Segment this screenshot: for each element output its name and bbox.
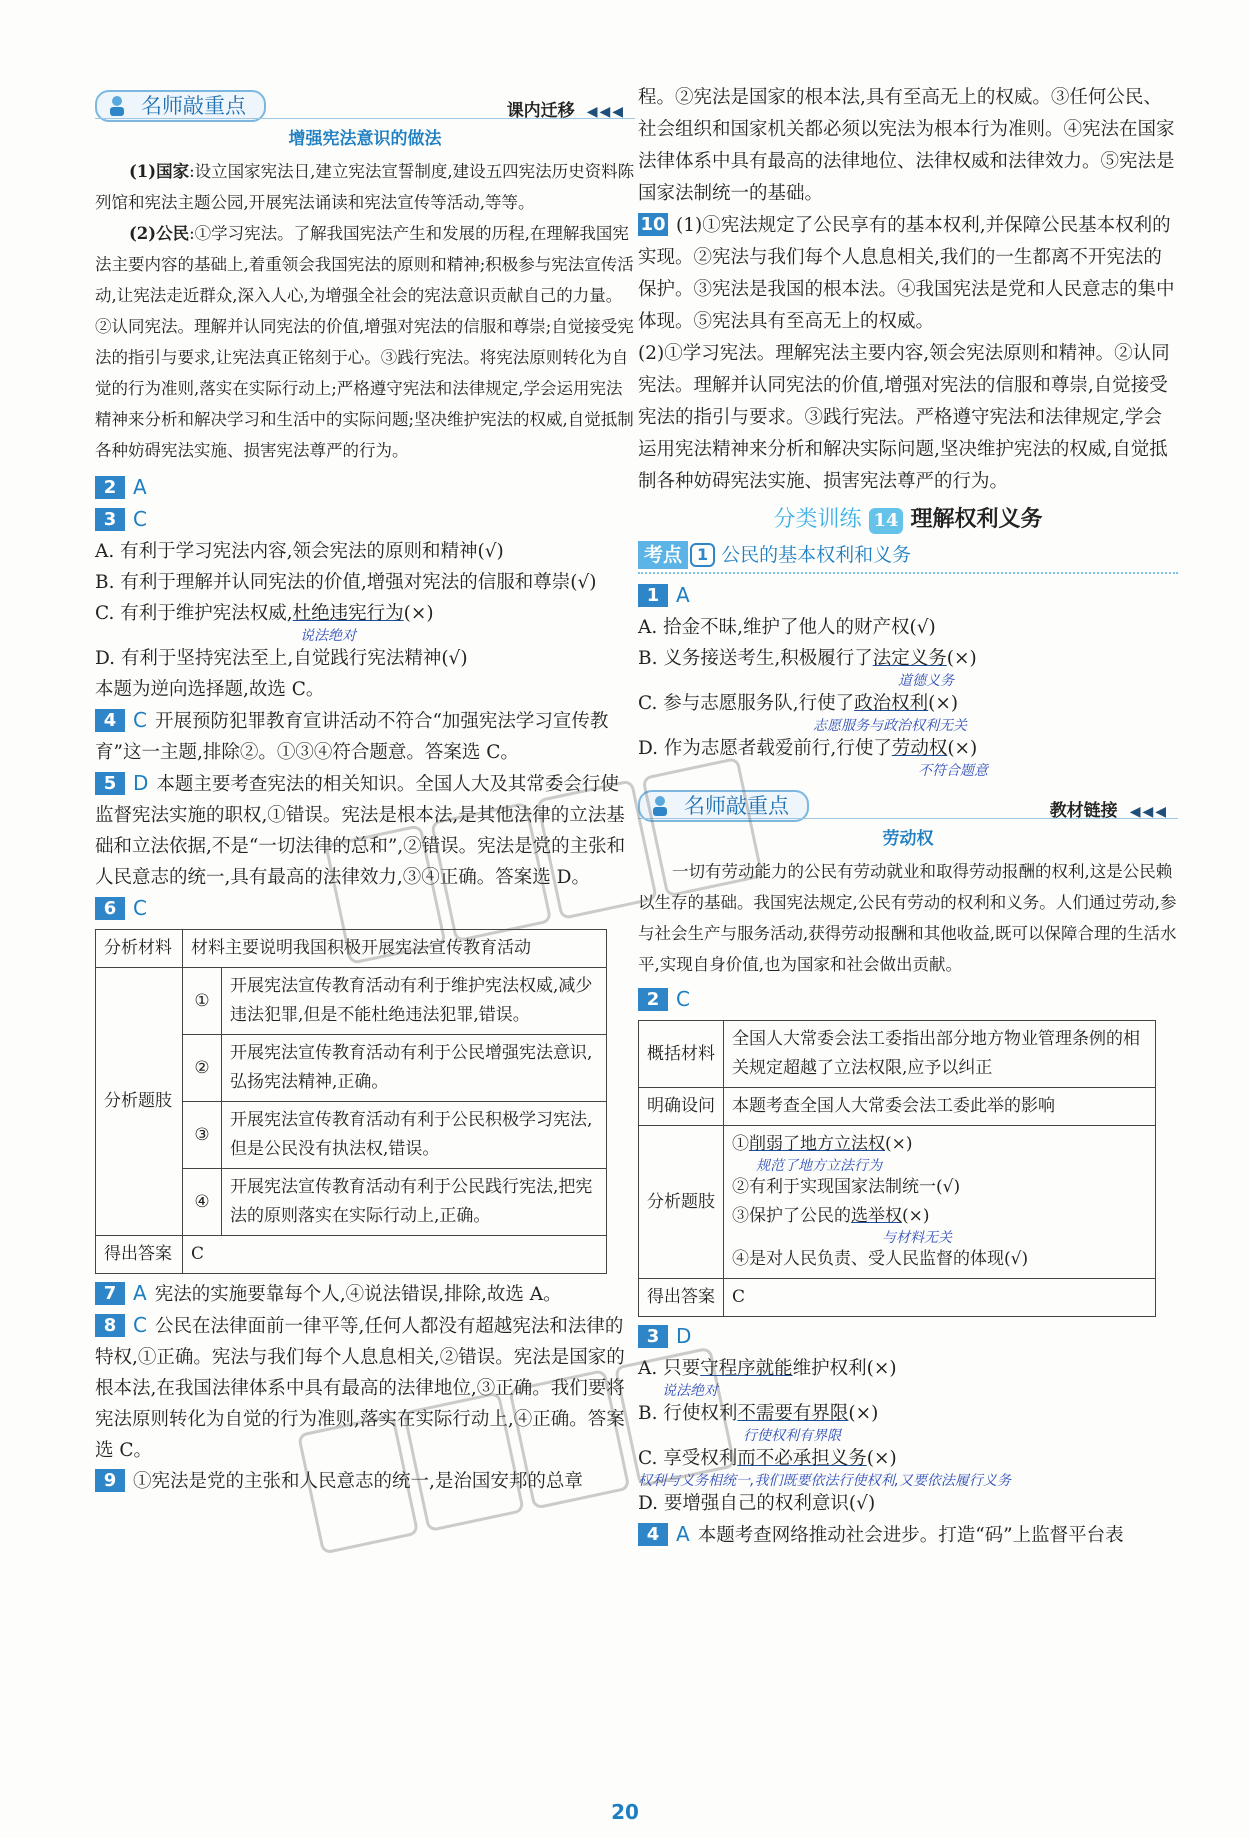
- item-1: [732, 1130, 1147, 1173]
- row-label: 概括材料: [639, 1021, 724, 1088]
- section-title: [638, 500, 1178, 540]
- handwritten-note: 权利与义务相统一,我们既要依法行使权利,又要依法履行义务: [638, 1473, 1011, 1489]
- answer-4: [95, 705, 635, 768]
- answer-text: 本题主要考查宪法的相关知识。全国人大及其常委会行使监督宪法实施的职权,①错误。宪法是根本法,是其他法律的立法基础和立法依据,不是“一切法律的总和”,②错误。宪法是党的主张和人民意志的统一,具有最高的法律效力,③④正确。答案选 D。: [95, 774, 626, 888]
- exam-point-header: [638, 540, 1178, 574]
- opt-mark: (×): [928, 693, 959, 714]
- answer-text: ①宪法是党的主张和人民意志的统一,是治国安邦的总章: [133, 1471, 583, 1492]
- opt-text: C. 有利于维护宪法权威,: [95, 603, 293, 624]
- item-result: (×): [902, 1206, 930, 1226]
- row-text: 本题考查全国人大常委会法工委此举的影响: [724, 1088, 1156, 1126]
- box-text: 一切有劳动能力的公民有劳动就业和取得劳动报酬的权利,这是公民赖以生存的基础。我国宪法规定,公民有劳动的权利和义务。人们通过劳动,参与社会生产与服务活动,获得劳动报酬和其他收益,既可以保障合理的生活水平,实现自身价值,也为国家和社会做出贡献。: [638, 862, 1177, 974]
- row-label: 分析材料: [96, 930, 183, 968]
- answer-letter: A: [133, 1281, 147, 1305]
- answer-10-part-1: [638, 210, 1178, 338]
- p2-label: (2)公民: [129, 224, 190, 243]
- option-c: [638, 688, 1178, 733]
- p2-text: :①学习宪法。了解我国宪法产生和发展的历程,在理解我国宪法主要内容的基础上,着重领会我国宪法的原则和精神;积极参与宪法宣传活动,让宪法走近群众,深入人心,为增强全社会的宪法意识贡献自己的力量。②认同宪法。理解并认同宪法的价值,增强对宪法的信服和尊崇;自觉接受宪法的指引与要求,让宪法真正铭刻于心。③践行宪法。将宪法原则转化为自觉的行为准则,落实在实际行动上;严格遵守宪法和法律规定,学会运用宪法精神来分析和解决学习和生活中的实际问题;坚决维护宪法的权威,自觉抵制各种妨碍宪法实施、损害宪法尊严的行为。: [95, 224, 634, 460]
- answer-r2: [638, 984, 1178, 1016]
- box-title: 增强宪法意识的做法: [288, 129, 442, 149]
- option-d: D. 有利于坚持宪法至上,自觉践行宪法精神(√): [95, 648, 468, 669]
- answer-number: 4: [638, 1523, 668, 1546]
- group-label: 分析题肢: [96, 968, 183, 1236]
- answer-3-tail: 本题为逆向选择题,故选 C。: [95, 679, 325, 700]
- answer-text: 开展预防犯罪教育宣讲活动不符合“加强宪法学习宣传教育”这一主题,排除②。①③④符合题意。答案选 C。: [95, 711, 609, 763]
- table-row: [96, 930, 607, 968]
- option-c: [95, 598, 635, 643]
- item-mark: ①: [732, 1134, 749, 1154]
- row-items: [724, 1126, 1156, 1279]
- answer-letter: C: [133, 708, 147, 732]
- answer-letter: D: [676, 1324, 692, 1348]
- answer-letter: D: [133, 771, 149, 795]
- opt-text: B. 义务接送考生,积极履行了: [638, 648, 873, 669]
- header-rule: [95, 118, 635, 119]
- option-c: [638, 1443, 1178, 1488]
- key-points-header: [95, 82, 635, 122]
- opt-text: A. 只要: [638, 1358, 701, 1379]
- answer-7: [95, 1278, 635, 1310]
- answer-5: [95, 768, 635, 893]
- answer-6: [95, 893, 635, 925]
- row-label: 分析题肢: [639, 1126, 724, 1279]
- answer-number: 8: [95, 1314, 125, 1337]
- opt-mark: (×): [403, 603, 434, 624]
- underlined-text: 而不必承担义务: [737, 1448, 867, 1469]
- answer-letter: C: [676, 987, 690, 1011]
- option-a: A. 拾金不昧,维护了他人的财产权(√): [638, 617, 936, 638]
- answer-text: 公民在法律面前一律平等,任何人都没有超越宪法和法律的特权,①正确。宪法与我们每个人息息相关,②错误。宪法是国家的根本法,在我国法律体系中具有最高的法律地位,③正确。我们要将宪法原则转化为自觉的行为准则,落实在实际行动上,④正确。答案选 C。: [95, 1316, 625, 1461]
- teacher-icon: [105, 95, 129, 117]
- key-points-title: 名师敲重点: [684, 794, 789, 818]
- header-rule: [638, 818, 1178, 819]
- answer-number: 4: [95, 709, 125, 732]
- section-tag-label: 教材链接: [1049, 801, 1118, 821]
- key-points-header-2: [638, 782, 1178, 822]
- row-label: 明确设问: [639, 1088, 724, 1126]
- handwritten-note: 不符合题意: [918, 763, 988, 779]
- opt-mark: 维护权利(×): [792, 1358, 897, 1379]
- exam-point-label: 考点: [638, 541, 688, 569]
- opt-mark: (×): [866, 1448, 897, 1469]
- section-tag-label: 课内迁移: [506, 101, 575, 121]
- item-text: 开展宪法宣传教育活动有利于维护宪法权威,减少违法犯罪,但是不能杜绝违法犯罪,错误。: [222, 968, 607, 1035]
- handwritten-note: 说法绝对: [300, 628, 356, 644]
- item-text: 开展宪法宣传教育活动有利于公民增强宪法意识,弘扬宪法精神,正确。: [222, 1035, 607, 1102]
- analysis-table: [638, 1020, 1156, 1317]
- answer-number: 9: [95, 1469, 125, 1492]
- opt-text: D. 作为志愿者载爱前行,行使了: [638, 738, 892, 759]
- answer-2: [95, 472, 635, 504]
- underlined-text: 不需要有界限: [737, 1403, 849, 1424]
- answer-text: 宪法的实施要靠每个人,④说法错误,排除,故选 A。: [154, 1284, 562, 1305]
- p1-label: (1)国家: [129, 162, 190, 181]
- key-points-title: 名师敲重点: [141, 94, 246, 118]
- answer-r1: [638, 580, 1178, 612]
- item-number: ③: [183, 1102, 222, 1169]
- item-4: ④是对人民负责、受人民监督的体现(√): [732, 1249, 1029, 1269]
- answer-number: 2: [638, 988, 668, 1011]
- table-row: [96, 1236, 607, 1274]
- option-b: [638, 1398, 1178, 1443]
- table-row: [96, 968, 607, 1035]
- answer-number: 7: [95, 1282, 125, 1305]
- answer-letter: A: [676, 583, 690, 607]
- answer-letter: C: [133, 507, 147, 531]
- arrows-icon: ◀◀◀: [1129, 804, 1168, 820]
- exam-point-title: 公民的基本权利和义务: [721, 544, 912, 566]
- box-paragraph: [638, 856, 1178, 980]
- table-row: [639, 1279, 1156, 1317]
- opt-text: C. 参与志愿服务队,行使了: [638, 693, 855, 714]
- table-row: [639, 1088, 1156, 1126]
- option-a: [638, 1353, 1178, 1398]
- arrows-icon: ◀◀◀: [586, 104, 625, 120]
- underlined-text: 劳动权: [891, 738, 948, 759]
- answer-number: 5: [95, 772, 125, 795]
- box-paragraph-2: [95, 218, 635, 466]
- item-2: ②有利于实现国家法制统一(√): [732, 1177, 961, 1197]
- table-row: [639, 1126, 1156, 1279]
- handwritten-note: 道德义务: [898, 673, 954, 689]
- opt-text: C. 享受权利: [638, 1448, 738, 1469]
- option-a: A. 有利于学习宪法内容,领会宪法的原则和精神(√): [95, 541, 504, 562]
- box-paragraph-1: [95, 156, 635, 218]
- item-number: ④: [183, 1169, 222, 1236]
- section-prefix: 分类训练: [773, 507, 862, 532]
- answer-8: [95, 1310, 635, 1466]
- handwritten-note: 志愿服务与政治权利无关: [813, 718, 967, 734]
- opt-mark: (×): [947, 738, 978, 759]
- item-text: 开展宪法宣传教育活动有利于公民积极学习宪法,但是公民没有执法权,错误。: [222, 1102, 607, 1169]
- opt-mark: (×): [848, 1403, 879, 1424]
- option-d: [638, 733, 1178, 778]
- item-3: [732, 1202, 1147, 1245]
- underlined-text: 杜绝违宪行为: [292, 603, 404, 624]
- option-b: [638, 643, 1178, 688]
- handwritten-note: 与材料无关: [882, 1230, 952, 1246]
- row-label: 得出答案: [639, 1279, 724, 1317]
- teacher-icon: [648, 795, 672, 817]
- section-heading: 理解权利义务: [910, 507, 1043, 532]
- answer-letter: C: [133, 896, 147, 920]
- analysis-table: [95, 929, 607, 1274]
- answer-number: 2: [95, 476, 125, 499]
- right-column: [638, 82, 1178, 1551]
- answer-r3: [638, 1321, 1178, 1353]
- left-column: [95, 82, 635, 1497]
- row-text: C: [724, 1279, 1156, 1317]
- item-result: (×): [885, 1134, 913, 1154]
- answer-letter: A: [676, 1522, 690, 1546]
- row-text: C: [183, 1236, 607, 1274]
- handwritten-note: 规范了地方立法行为: [756, 1158, 882, 1174]
- table-row: [639, 1021, 1156, 1088]
- box-title: 劳动权: [882, 829, 934, 849]
- item-text: ③保护了公民的: [732, 1206, 851, 1226]
- underlined-text: 守程序就能: [700, 1358, 793, 1379]
- handwritten-note: 说法绝对: [662, 1383, 718, 1399]
- section-badge: 14: [869, 508, 902, 534]
- item-text: 开展宪法宣传教育活动有利于公民践行宪法,把宪法的原则落实在实际行动上,正确。: [222, 1169, 607, 1236]
- answer-10-part-2: (2)①学习宪法。理解宪法主要内容,领会宪法原则和精神。②认同宪法。理解并认同宪法的价值,增强对宪法的信服和尊崇,自觉接受宪法的指引与要求。③践行宪法。严格遵守宪法和法律规定,学会运用宪法精神来分析和解决实际问题,坚决维护宪法的权威,自觉抵制各种妨碍宪法实施、损害宪法尊严的行为。: [638, 343, 1170, 492]
- underlined-text: 选举权: [851, 1206, 902, 1226]
- answer-number: 6: [95, 897, 125, 920]
- answer-number: 10: [638, 213, 668, 236]
- answer-number: 1: [638, 584, 668, 607]
- opt-mark: (×): [946, 648, 977, 669]
- answer-3: [95, 504, 635, 536]
- page-number: 20: [611, 1800, 639, 1824]
- option-d: D. 要增强自己的权利意识(√): [638, 1493, 876, 1514]
- item-number: ②: [183, 1035, 222, 1102]
- underlined-text: 削弱了地方立法权: [749, 1134, 885, 1154]
- underlined-text: 法定义务: [872, 648, 947, 669]
- handwritten-note: 行使权利有界限: [743, 1428, 841, 1444]
- p1-text: :设立国家宪法日,建立宪法宣誓制度,建设五四宪法历史资料陈列馆和宪法主题公园,开展宪法诵读和宪法宣传等活动,等等。: [95, 162, 635, 212]
- answer-letter: C: [133, 1313, 147, 1337]
- opt-text: B. 行使权利: [638, 1403, 738, 1424]
- row-text: 材料主要说明我国积极开展宪法宣传教育活动: [183, 930, 607, 968]
- answer-9-continued: 程。②宪法是国家的根本法,具有至高无上的权威。③任何公民、社会组织和国家机关都必须以宪法为根本行为准则。④宪法在国家法律体系中具有最高的法律地位、法律权威和法律效力。⑤宪法是国家法制统一的基础。: [638, 87, 1175, 204]
- exam-point-badge: 1: [690, 543, 715, 567]
- underlined-text: 政治权利: [854, 693, 929, 714]
- option-b: B. 有利于理解并认同宪法的价值,增强对宪法的信服和尊崇(√): [95, 572, 597, 593]
- answer-r4: [638, 1519, 1178, 1551]
- answer-text: (1)①宪法规定了公民享有的基本权利,并保障公民基本权利的实现。②宪法与我们每个人息息相关,我们的一生都离不开宪法的保护。③宪法是我国的根本法。④我国宪法是党和人民意志的集中体现。⑤宪法具有至高无上的权威。: [638, 215, 1175, 332]
- row-label: 得出答案: [96, 1236, 183, 1274]
- answer-letter: A: [133, 475, 147, 499]
- answer-text: 本题考查网络推动社会进步。打造“码”上监督平台表: [697, 1525, 1124, 1546]
- answer-number: 3: [638, 1325, 668, 1348]
- row-text: 全国人大常委会法工委指出部分地方物业管理条例的相关规定超越了立法权限,应予以纠正: [724, 1021, 1156, 1088]
- item-number: ①: [183, 968, 222, 1035]
- answer-9: [95, 1466, 635, 1497]
- answer-number: 3: [95, 508, 125, 531]
